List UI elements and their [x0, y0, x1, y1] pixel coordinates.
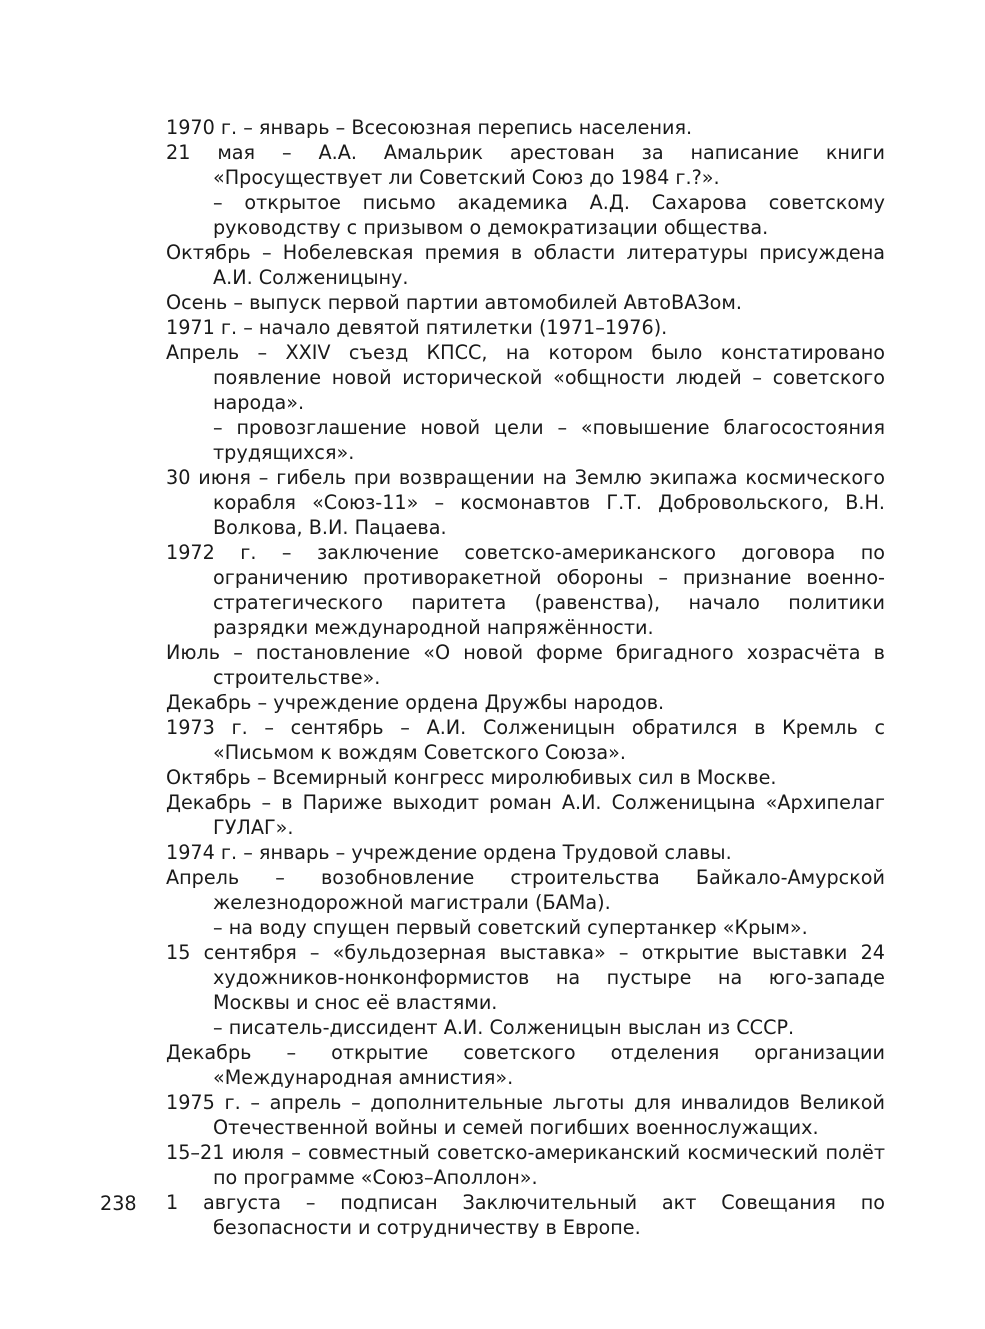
entry-1974-labour-glory: 1974 г. – январь – учреждение ордена Трудовой славы.: [166, 841, 732, 864]
entry-helsinki-act: 1 августа – подписан Заключительный акт Совещания по безопасности и сотрудничеству в Европе.: [166, 1191, 885, 1239]
entry-gulag-archipelago: Декабрь – в Париже выходит роман А.И. Солженицына «Архипелаг ГУЛАГ».: [166, 791, 885, 839]
entry-peace-congress: Октябрь – Всемирный конгресс миролюбивых сил в Москве.: [166, 766, 777, 789]
entry-xxiv-congress: Апрель – XXIV съезд КПСС, на котором было констатировано появление новой исторической «общности людей – советского народа».: [166, 341, 885, 414]
entry-1970-census: 1970 г. – январь – Всесоюзная перепись населения.: [166, 116, 693, 139]
entry-solzhenitsyn-exile: – писатель-диссидент А.И. Солженицын выслан из СССР.: [213, 1016, 795, 1039]
entry-welfare-goal: – провозглашение новой цели – «повышение благосостояния трудящихся».: [213, 416, 885, 464]
entry-1973-solzhenitsyn-letter: 1973 г. – сентябрь – А.И. Солженицын обратился в Кремль с «Письмом к вождям Советского Союза».: [166, 716, 885, 764]
entry-amalrik-arrest: 21 мая – А.А. Амальрик арестован за написание книги «Просуществует ли Советский Союз до 1984 г.?».: [166, 141, 885, 189]
entry-friendship-order: Декабрь – учреждение ордена Дружбы народов.: [166, 691, 665, 714]
chronology-text: [166, 115, 885, 1240]
entry-supertanker: – на воду спущен первый советский супертанкер «Крым».: [213, 916, 808, 939]
page-number: 238: [100, 1192, 137, 1215]
entry-amnesty: Декабрь – открытие советского отделения организации «Международная амнистия».: [166, 1041, 885, 1089]
entry-bulldozer-exhibition: 15 сентября – «бульдозерная выставка» – открытие выставки 24 художников-нонконформистов на пустыре на юго-западе Москвы и снос её властями.: [166, 941, 885, 1014]
entry-nobel-prize: Октябрь – Нобелевская премия в области литературы присуждена А.И. Солженицыну.: [166, 241, 885, 289]
entry-bam: Апрель – возобновление строительства Байкало-Амурской железнодорожной магистрали (БАМа).: [166, 866, 885, 914]
entry-soyuz-11: 30 июня – гибель при возвращении на Землю экипажа космического корабля «Союз-11» – космонавтов Г.Т. Добровольского, В.Н. Волкова, В.И. Пацаева.: [166, 466, 885, 539]
entry-soyuz-apollo: 15–21 июля – совместный советско-американский космический полёт по программе «Союз–Аполлон».: [166, 1141, 885, 1189]
entry-avtovaz: Осень – выпуск первой партии автомобилей АвтоВАЗом.: [166, 291, 742, 314]
entry-1971-five-year-plan: 1971 г. – начало девятой пятилетки (1971–1976).: [166, 316, 668, 339]
entry-1975-veterans: 1975 г. – апрель – дополнительные льготы для инвалидов Великой Отечественной войны и семей погибших военнослужащих.: [166, 1091, 885, 1139]
entry-sakharov-letter: – открытое письмо академика А.Д. Сахарова советскому руководству с призывом о демократизации общества.: [213, 191, 885, 239]
entry-1972-abm-treaty: 1972 г. – заключение советско-американского договора по ограничению противоракетной обороны – признание военно-стратегического паритета (равенства), начало политики разрядки международной напряжённости.: [166, 541, 885, 639]
entry-brigade-costing: Июль – постановление «О новой форме бригадного хозрасчёта в строительстве».: [166, 641, 885, 689]
